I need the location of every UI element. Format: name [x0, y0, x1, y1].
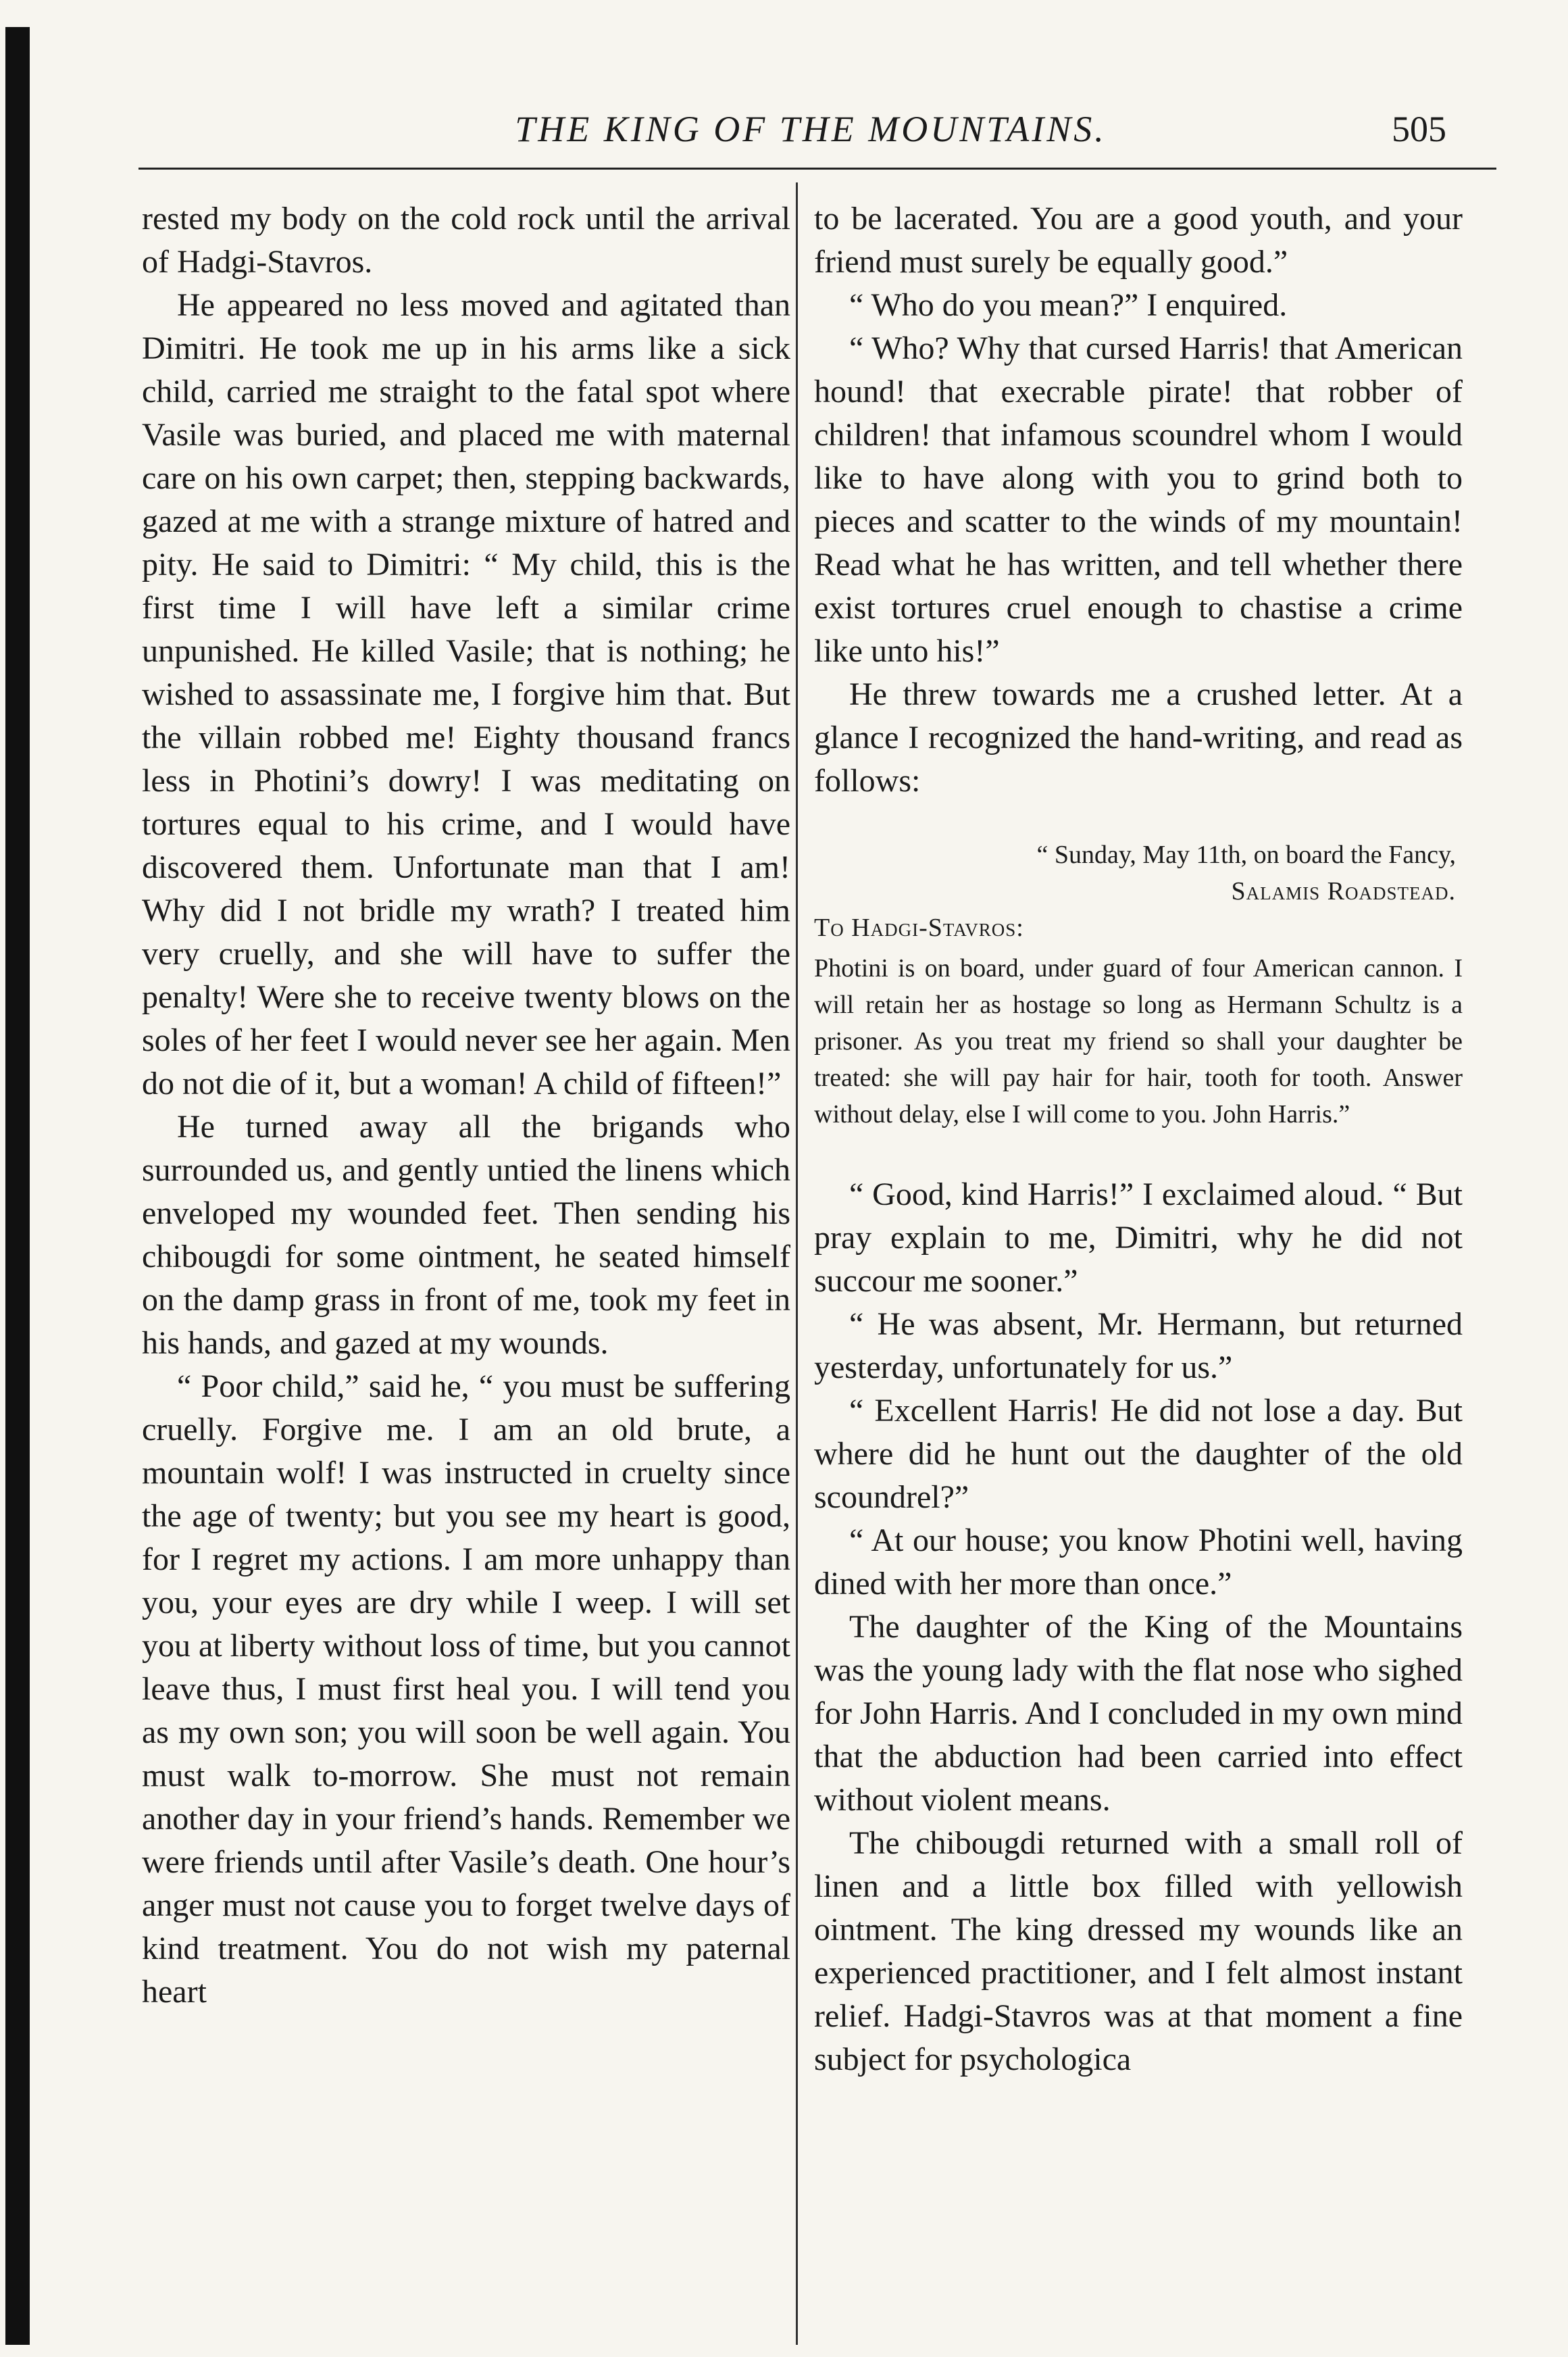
column-divider: [796, 182, 798, 2345]
paragraph: “ At our house; you know Photini well, having dined with her more than once.”: [814, 1522, 1463, 1602]
paragraph: “ He was absent, Mr. Hermann, but returned yesterday, unfortunately for us.”: [814, 1306, 1463, 1385]
quoted-letter: [814, 837, 1463, 1133]
paragraph: “ Good, kind Harris!” I exclaimed aloud. “ But pray explain to me, Dimitri, why he did not succour me sooner.”: [814, 1176, 1463, 1299]
paragraph: The chibougdi returned with a small roll of linen and a little box filled with yellowish ointment. The king dressed my wounds like an experienced practitioner, and I felt almost instant relief. Hadgi-Stavros was at that moment a fine subject for psychologica: [814, 1825, 1463, 2077]
paragraph: He appeared no less moved and agitated than Dimitri. He took me up in his arms like a sick child, carried me straight to the fatal spot where Vasile was buried, and placed me with maternal care on his own carpet; then, stepping backwards, gazed at me with a strange mixture of hatred and pity. He said to Dimitri: “ My child, this is the first time I will have left a similar crime unpunished. He killed Vasile; that is nothing; he wished to assassinate me, I forgive him that. But the villain robbed me! Eighty thousand francs less in Photini’s dowry! I was meditating on tortures equal to his crime, and I would have discovered them. Unfortunate man that I am! Why did I not bridle my wrath? I treated him very cruelly, and she will have to suffer the penalty! Were she to receive twenty blows on the soles of her feet I would never see her again. Men do not die of it, but a woman! A child of fifteen!”: [142, 287, 790, 1101]
paragraph: “ Excellent Harris! He did not lose a day. But where did he hunt out the daughter of the old scoundrel?”: [814, 1393, 1463, 1515]
letter-place: Salamis Roadstead.: [1231, 877, 1456, 905]
paragraph: “ Who do you mean?” I enquired.: [849, 287, 1288, 323]
right-column: [814, 197, 1463, 2081]
letter-body: Photini is on board, under guard of four American cannon. I will retain her as hostage so long as Hermann Schultz is a prisoner. As you treat my friend so shall your daughter be treated: she will pay hair for hair, tooth for tooth. Answer without delay, else I will come to you. John Harris.”: [814, 954, 1463, 1128]
paragraph: He threw towards me a crushed letter. At a glance I recognized the hand-writing, and read as follows:: [814, 676, 1463, 799]
paragraph: to be lacerated. You are a good youth, and your friend must surely be equally good.”: [814, 201, 1463, 280]
page-number: 505: [1392, 109, 1446, 149]
scan-binding-edge: [5, 27, 30, 2345]
letter-addressee: To Hadgi-Stavros:: [814, 914, 1024, 942]
running-head: THE KING OF THE MOUNTAINS.: [515, 109, 1107, 149]
paragraph: “ Who? Why that cursed Harris! that American hound! that execrable pirate! that robber of children! that infamous scoundrel whom I would like to have along with you to grind both to pieces and scatter to the winds of my mountain! Read what he has written, and tell whether there exist tortures cruel enough to chastise a crime like unto his!”: [814, 330, 1463, 669]
letter-dateline: “ Sunday, May 11th, on board the Fancy,: [1036, 841, 1456, 869]
left-column: [142, 197, 790, 2014]
paragraph: “ Poor child,” said he, “ you must be suffering cruelly. Forgive me. I am an old brute, a mountain wolf! I was instructed in cruelty since the age of twenty; but you see my heart is good, for I regret my actions. I am more unhappy than you, your eyes are dry while I weep. I will set you at liberty without loss of time, but you cannot leave thus, I must first heal you. I will tend you as my own son; you will soon be well again. You must walk to-morrow. She must not remain another day in your friend’s hands. Remember we were friends until after Vasile’s death. One hour’s anger must not cause you to forget twelve days of kind treatment. You do not wish my paternal heart: [142, 1368, 790, 2010]
paragraph: He turned away all the brigands who surrounded us, and gently untied the linens which enveloped my wounded feet. Then sending his chibougdi for some ointment, he seated himself on the damp grass in front of me, took my feet in his hands, and gazed at my wounds.: [142, 1109, 790, 1361]
paragraph: The daughter of the King of the Mountains was the young lady with the flat nose who sighed for John Harris. And I concluded in my own mind that the abduction had been carried into effect without violent means.: [814, 1609, 1463, 1818]
paragraph: rested my body on the cold rock until the arrival of Hadgi-Stavros.: [142, 201, 790, 280]
header-rule: [138, 168, 1496, 170]
